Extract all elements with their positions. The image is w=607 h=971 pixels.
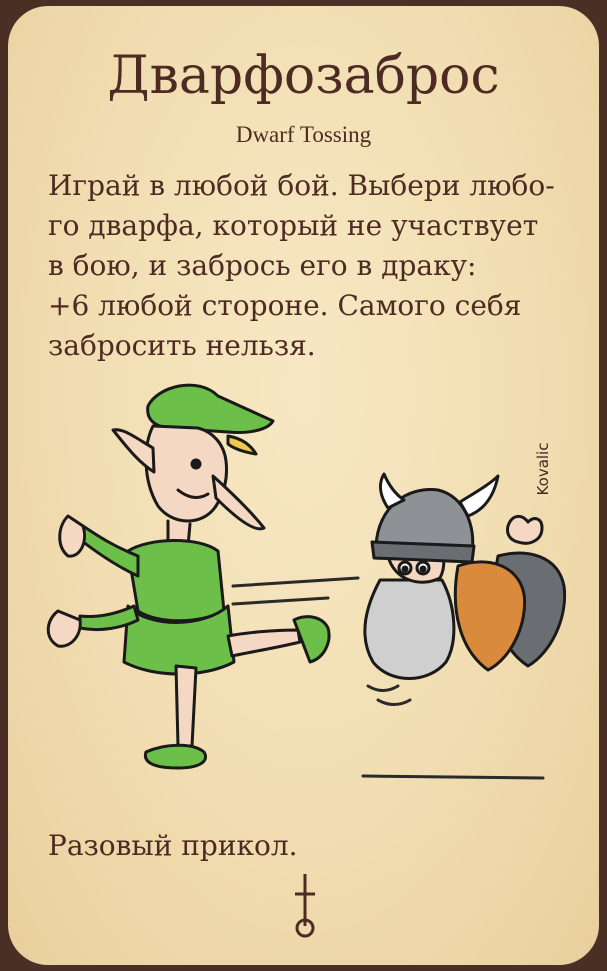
- card-subtitle: Dwarf Tossing: [235, 122, 372, 147]
- ankh-like-icon: [292, 872, 318, 938]
- rules-line: Играй в любой бой. Выбери любо-: [48, 169, 555, 202]
- rules-text: [48, 166, 583, 366]
- card: [8, 6, 599, 965]
- artist-signature-text: Kovalic: [534, 442, 552, 496]
- card-footer: Разовый прикол.: [48, 829, 298, 862]
- rules-line: в бою, и забрось его в драку:: [48, 249, 477, 282]
- card-illustration: [28, 366, 588, 796]
- rules-line: го дварфа, который не участвует: [48, 209, 539, 242]
- elf-figure: [48, 385, 329, 768]
- rules-line: забросить нельзя.: [48, 329, 316, 362]
- artist-signature: [528, 424, 568, 514]
- card-title: Дварфозаброс: [107, 46, 500, 106]
- rules-line: +6 любой стороне. Самого себя: [48, 289, 522, 322]
